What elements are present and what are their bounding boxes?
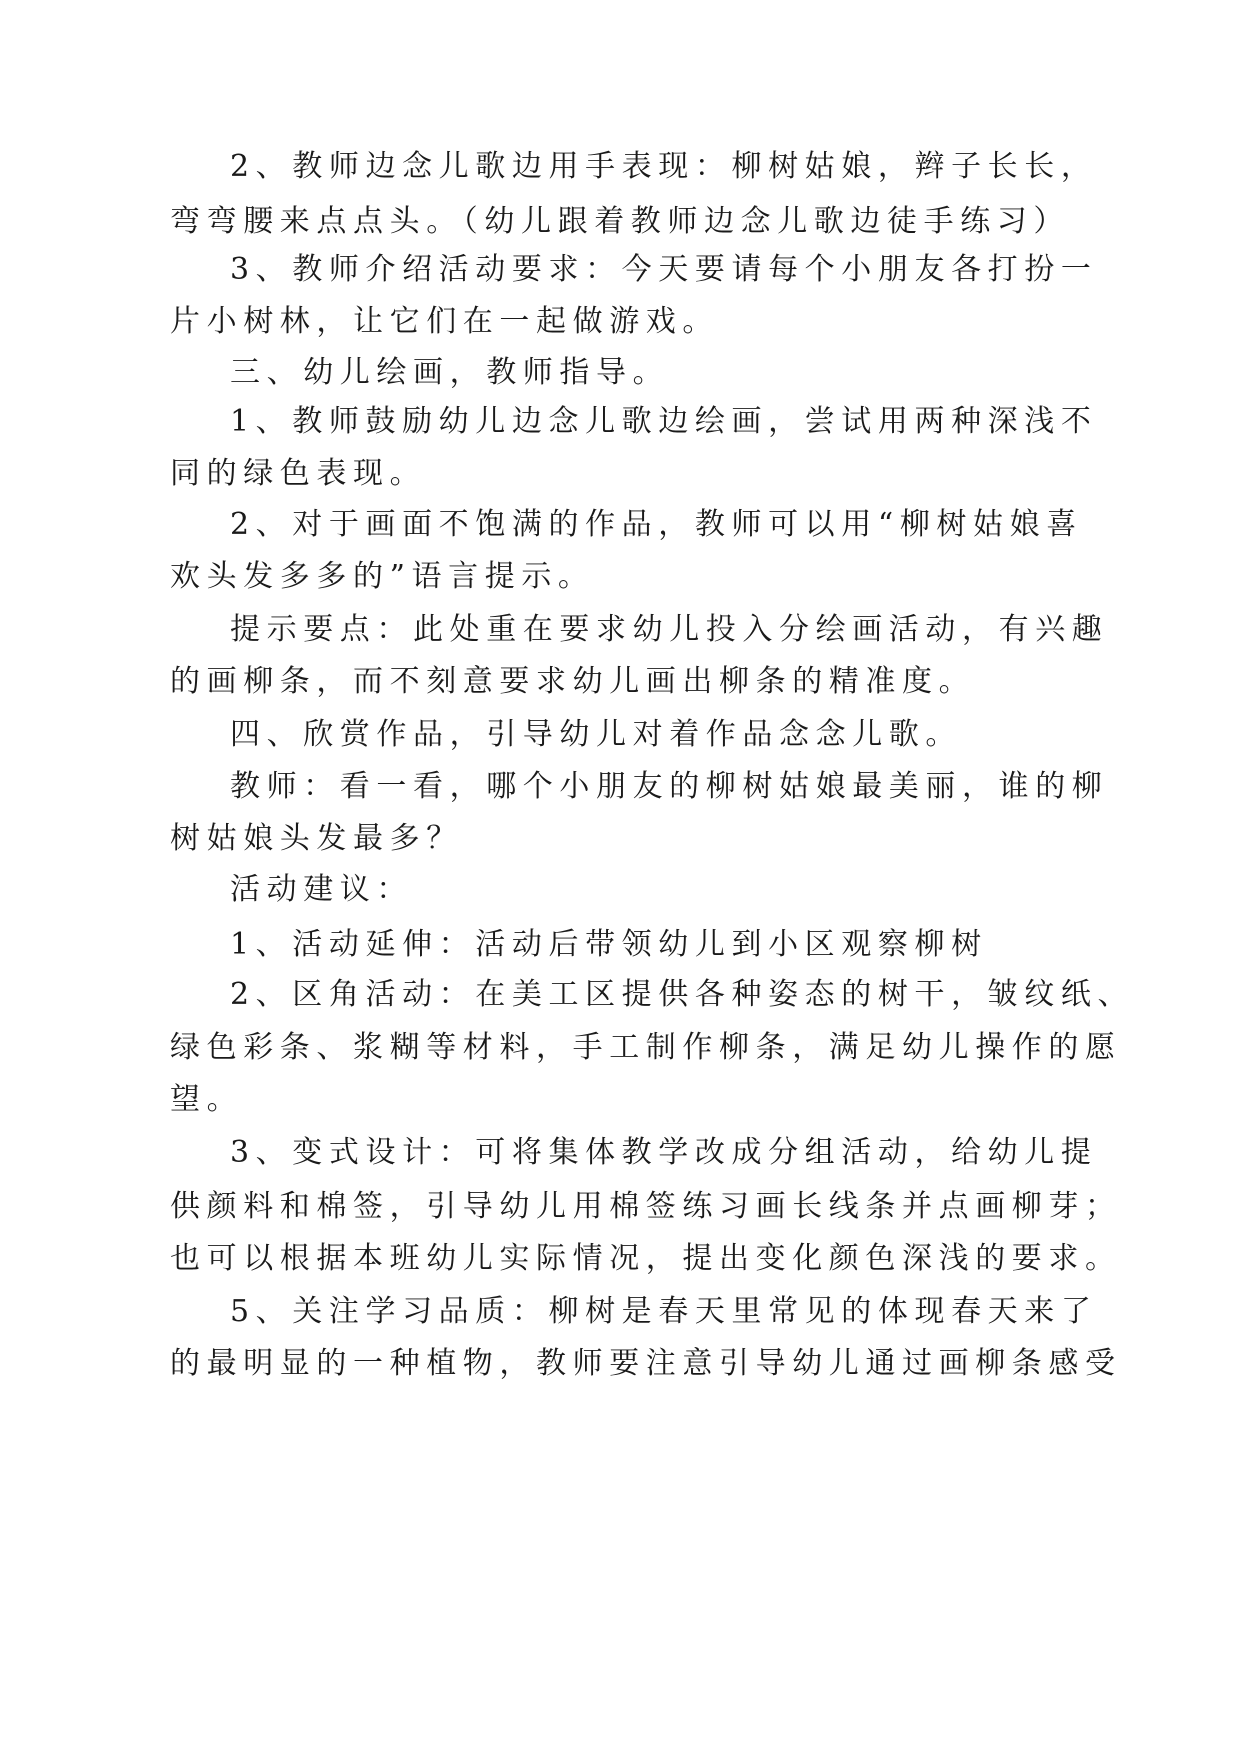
text-line: 四、欣赏作品，引导幼儿对着作品念念儿歌。 — [230, 717, 962, 752]
text-line: 同的绿色表现。 — [170, 456, 427, 491]
text-line: 3、教师介绍活动要求：今天要请每个小朋友各打扮一 — [230, 252, 1098, 287]
text-line: 绿色彩条、浆糊等材料，手工制作柳条，满足幼儿操作的愿 — [170, 1030, 1122, 1065]
text-line: 教师：看一看，哪个小朋友的柳树姑娘最美丽，谁的柳 — [230, 769, 1109, 804]
text-line: 2、教师边念儿歌边用手表现：柳树姑娘，辫子长长， — [230, 149, 1098, 184]
text-line: 1、教师鼓励幼儿边念儿歌边绘画，尝试用两种深浅不 — [230, 404, 1098, 439]
text-line: 片小树林，让它们在一起做游戏。 — [170, 304, 719, 339]
text-line: 弯弯腰来点点头。（幼儿跟着教师边念儿歌边徒手练习） — [170, 204, 1070, 239]
text-line: 树姑娘头发最多？ — [170, 821, 463, 856]
text-line: 2、对于画面不饱满的作品，教师可以用“柳树姑娘喜 — [230, 507, 1083, 542]
text-line: 三、幼儿绘画，教师指导。 — [230, 355, 670, 390]
text-line: 欢头发多多的”语言提示。 — [170, 559, 595, 594]
text-line: 望。 — [170, 1082, 244, 1117]
text-line: 的画柳条，而不刻意要求幼儿画出柳条的精准度。 — [170, 664, 976, 699]
text-line: 活动建议： — [230, 872, 413, 907]
text-line: 1、活动延伸：活动后带领幼儿到小区观察柳树 — [230, 927, 988, 962]
text-line: 提示要点：此处重在要求幼儿投入分绘画活动，有兴趣 — [230, 612, 1109, 647]
text-line: 2、区角活动：在美工区提供各种姿态的树干，皱纹纸、 — [230, 977, 1135, 1012]
text-line: 也可以根据本班幼儿实际情况，提出变化颜色深浅的要求。 — [170, 1241, 1122, 1276]
text-line: 5、关注学习品质：柳树是春天里常见的体现春天来了 — [230, 1294, 1098, 1329]
text-line: 供颜料和棉签，引导幼儿用棉签练习画长线条并点画柳芽； — [170, 1189, 1122, 1224]
text-line: 的最明显的一种植物，教师要注意引导幼儿通过画柳条感受 — [170, 1346, 1122, 1381]
text-line: 3、变式设计：可将集体教学改成分组活动，给幼儿提 — [230, 1135, 1098, 1170]
